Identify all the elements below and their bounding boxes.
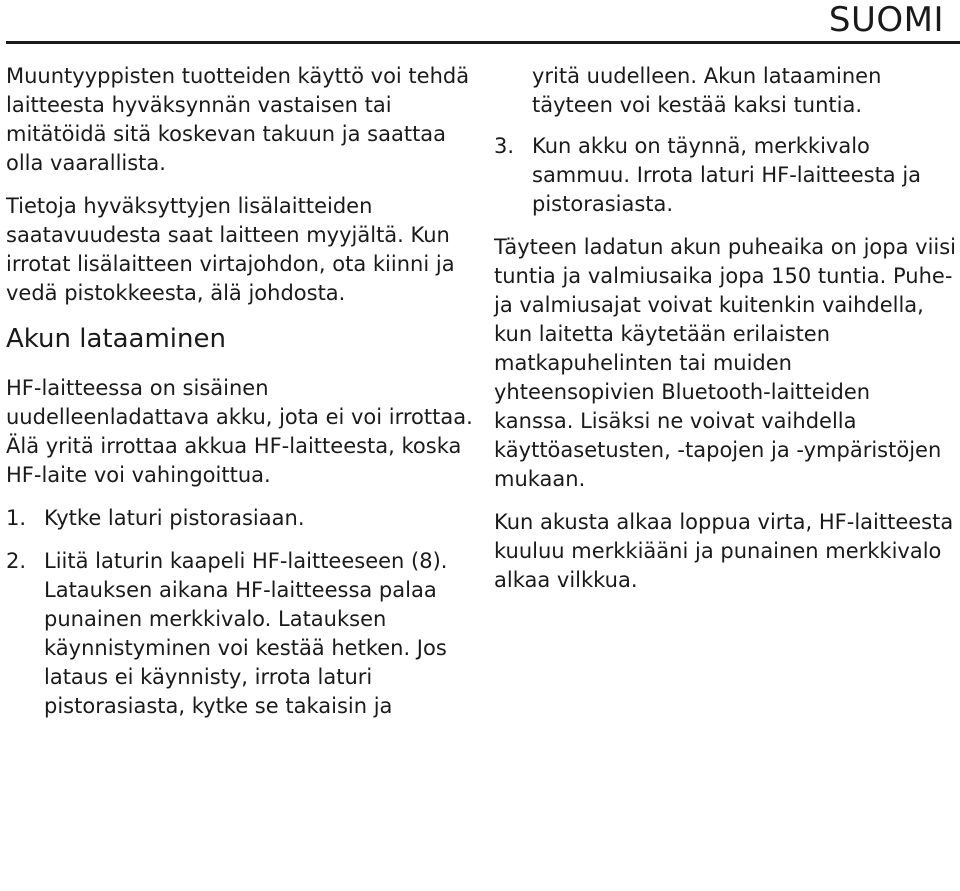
step-item — [6, 547, 474, 721]
step-continuation: yritä uudelleen. Akun lataaminen täyteen voi kestää kaksi tuntia. — [532, 64, 882, 117]
charging-body-paragraph: HF-laitteessa on sisäinen uudelleenladattava akku, jota ei voi irrottaa. Älä yritä irrottaa akkua HF-laitteesta, koska HF-laite voi vahingoittua. — [6, 376, 473, 487]
step-text: Kun akku on täynnä, merkkivalo sammuu. Irrota laturi HF-laitteesta ja pistorasiasta. — [532, 134, 922, 216]
right-column — [494, 62, 956, 609]
step-number: 1. — [6, 506, 27, 530]
step-text: Kytke laturi pistorasiaan. — [44, 506, 305, 530]
step-number: 3. — [494, 134, 515, 158]
step-item — [494, 132, 956, 219]
language-label: SUOMI — [828, 0, 944, 40]
section-heading-charging: Akun lataaminen — [6, 324, 226, 354]
step-text: Liitä laturin kaapeli HF-laitteeseen (8). Latauksen aikana HF-laitteessa palaa punainen merkkivalo. Latauksen käynnistyminen voi kestää hetken. Jos lataus ei käynnisty, irrota laturi pistorasiasta, kytke se takaisin ja — [44, 549, 448, 718]
header-divider — [6, 41, 960, 44]
talk-time-paragraph: Täyteen ladatun akun puheaika on jopa viisi tuntia ja valmiusaika jopa 150 tuntia. Puhe- ja valmiusajat voivat kuitenkin vaihdella, kun laitetta käytetään erilaisten matkapuhelinten tai muiden yhteensopivien Bluetooth-laitteiden kanssa. Lisäksi ne voivat vaihdella käyttöasetusten, -tapojen ja -ympäristöjen mukaan. — [494, 235, 957, 491]
intro-paragraph-compatibility: Muuntyyppisten tuotteiden käyttö voi tehdä laitteesta hyväksynnän vastaisen tai mitätöidä sitä koskevan takuun ja saattaa olla vaarallista. — [6, 64, 470, 175]
low-battery-paragraph: Kun akusta alkaa loppua virta, HF-laitteesta kuuluu merkkiääni ja punainen merkkivalo alkaa vilkkua. — [494, 510, 954, 592]
step-number: 2. — [6, 549, 27, 573]
intro-paragraph-accessories: Tietoja hyväksyttyjen lisälaitteiden saatavuudesta saat laitteen myyjältä. Kun irrotat lisälaitteen virtajohdon, ota kiinni ja vedä pistokkeesta, älä johdosta. — [6, 194, 455, 305]
step-item — [6, 504, 474, 533]
left-column — [6, 62, 474, 735]
